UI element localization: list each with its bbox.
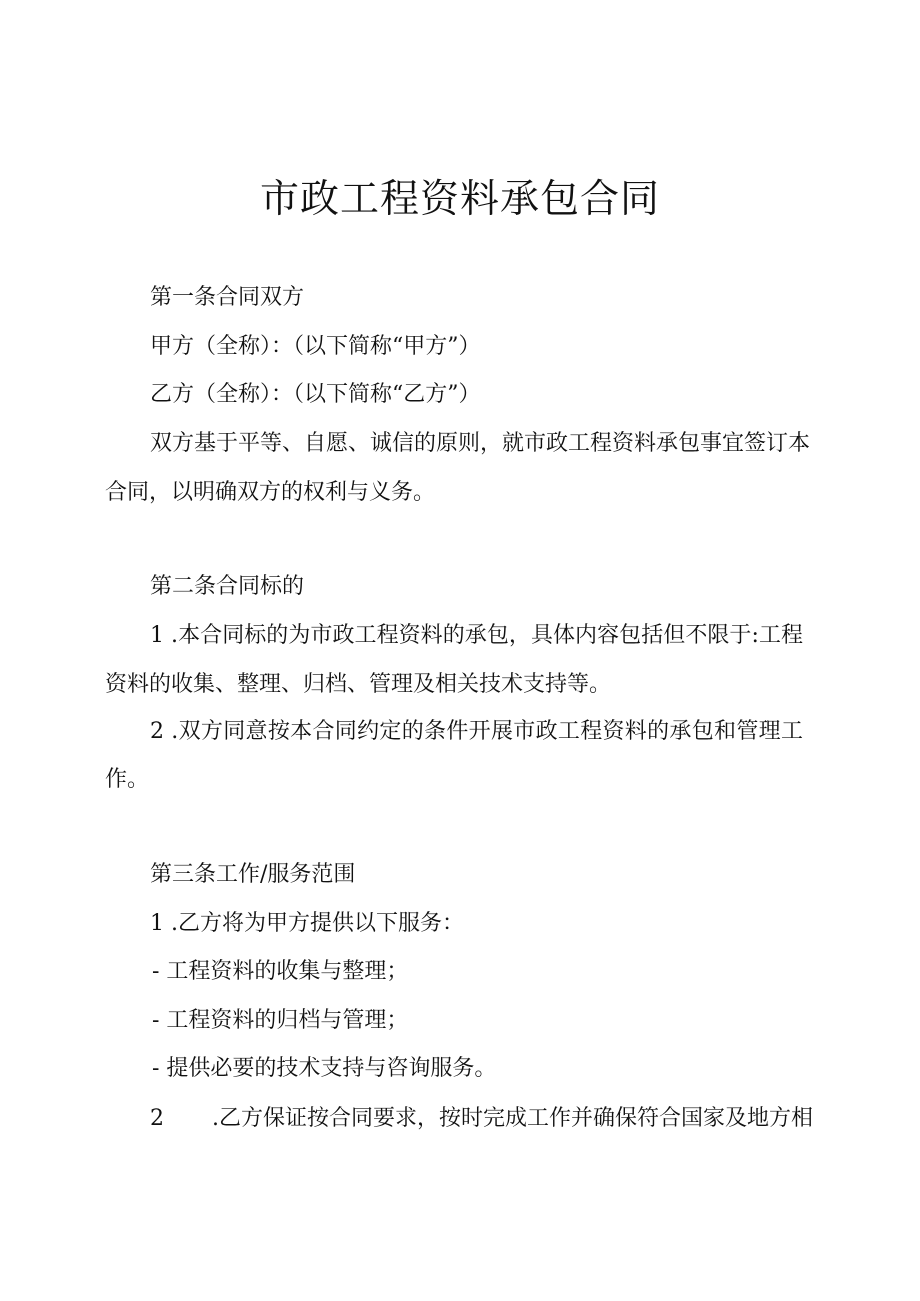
article2-item2-line1: 2 .双方同意按本合同约定的条件开展市政工程资料的承包和管理工	[150, 719, 803, 744]
list-item: - 提供必要的技术支持与咨询服务。	[152, 1056, 497, 1081]
article1-intro-line2: 合同，以明确双方的权利与义务。	[105, 480, 436, 505]
article2-item1-line1: 1 .本合同标的为市政工程资料的承包，具体内容包括但不限于:工程	[150, 623, 803, 648]
document-title: 市政工程资料承包合同	[259, 177, 660, 222]
list-item: - 工程资料的归档与管理；	[152, 1008, 409, 1033]
article3-heading: 第三条工作/服务范围	[150, 862, 356, 887]
article2-heading: 第二条合同标的	[150, 574, 305, 599]
article1-heading: 第一条合同双方	[150, 285, 305, 310]
list-item: - 工程资料的收集与整理；	[152, 959, 409, 984]
article3-item2-line	[150, 1104, 813, 1134]
party-a-line: 甲方（全称）：（以下简称“甲方”）	[150, 334, 481, 359]
party-b-line: 乙方（全称）：（以下简称“乙方”）	[150, 382, 481, 407]
article1-intro-line1: 双方基于平等、自愿、诚信的原则，就市政工程资料承包事宜签订本	[150, 431, 811, 456]
article2-item2-line2: 作。	[105, 767, 150, 792]
article3-item2-number: 2	[150, 1106, 164, 1131]
article3-item1: 1 .乙方将为甲方提供以下服务：	[150, 911, 464, 936]
article3-item2-text: .乙方保证按合同要求，按时完成工作并确保符合国家及地方相	[212, 1106, 813, 1131]
article2-item1-line2: 资料的收集、整理、归档、管理及相关技术支持等。	[105, 672, 612, 697]
